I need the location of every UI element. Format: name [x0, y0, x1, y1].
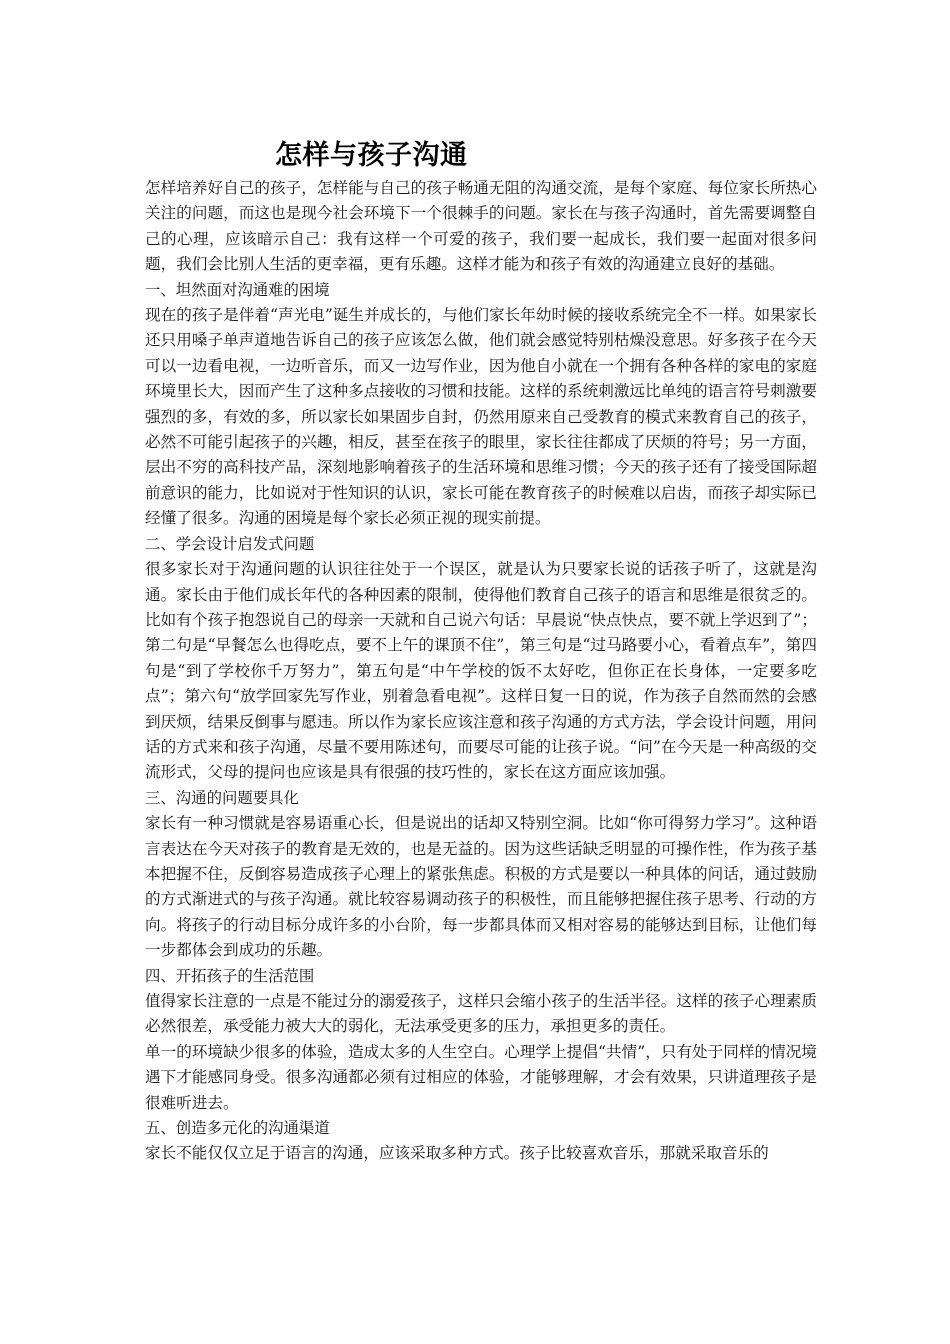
- section-4-paragraph-2: 单一的环境缺少很多的体验，造成太多的人生空白。心理学上提倡“共情”，只有处于同样的情况境遇下才能感同身受。很多沟通都必须有过相应的体验，才能够理解，才会有效果，只讲道理孩子是很难听进去。: [145, 1042, 817, 1112]
- section-heading-5: 五、创造多元化的沟通渠道: [145, 1119, 330, 1138]
- document-body: [145, 176, 817, 1167]
- section-5-paragraph: 家长不能仅仅立足于语言的沟通，应该采取多种方式。孩子比较喜欢音乐，那就采取音乐的: [145, 1144, 769, 1163]
- section-1-paragraph: 现在的孩子是伴着“声光电”诞生并成长的，与他们家长年幼时候的接收系统完全不一样。如果家长还只用嗓子单声道地告诉自己的孩子应该怎么做，他们就会感觉特别枯燥没意思。好多孩子在今天可以一边看电视，一边听音乐，而又一边写作业，因为他自小就在一个拥有各种各样的家电的家庭环境里长大，因而产生了这种多点接收的习惯和技能。这样的系统刺激远比单纯的语言符号刺激要强烈的多，有效的多，所以家长如果固步自封，仍然用原来自己受教育的模式来教育自己的孩子，必然不可能引起孩子的兴趣，相反，甚至在孩子的眼里，家长往往都成了厌烦的符号；另一方面，层出不穷的高科技产品，深刻地影响着孩子的生活环境和思维习惯；今天的孩子还有了接受国际超前意识的能力，比如说对于性知识的认识，家长可能在教育孩子的时候难以启齿，而孩子却实际已经懂了很多。沟通的困境是每个家长必须正视的现实前提。: [145, 306, 817, 528]
- section-4-paragraph-1: 值得家长注意的一点是不能过分的溺爱孩子，这样只会缩小孩子的生活半径。这样的孩子心理素质必然很差，承受能力被大大的弱化，无法承受更多的压力，承担更多的责任。: [145, 992, 817, 1036]
- section-heading-1: 一、坦然面对沟通难的困境: [145, 280, 330, 299]
- section-2-paragraph: 很多家长对于沟通问题的认识往往处于一个误区，就是认为只要家长说的话孩子听了，这就是沟通。家长由于他们成长年代的各种因素的限制，使得他们教育自己孩子的语言和思维是很贫乏的。比如有个孩子抱怨说自己的母亲一天就和自己说六句话：早晨说“快点快点，要不就上学迟到了”；第二句是“早餐怎么也得吃点，要不上午的课顶不住”，第三句是“过马路要小心，看着点车”，第四句是“到了学校你千万努力”，第五句是“中午学校的饭不太好吃，但你正在长身体，一定要多吃点”；第六句“放学回家先写作业，别着急看电视”。这样日复一日的说，作为孩子自然而然的会感到厌烦，结果反倒事与愿违。所以作为家长应该注意和孩子沟通的方式方法，学会设计问题，用问话的方式来和孩子沟通，尽量不要用陈述句，而要尽可能的让孩子说。“问”在今天是一种高级的交流形式，父母的提问也应该是具有很强的技巧性的，家长在这方面应该加强。: [145, 560, 817, 782]
- section-3-paragraph: 家长有一种习惯就是容易语重心长，但是说出的话却又特别空洞。比如“你可得努力学习”。这种语言表达在今天对孩子的教育是无效的，也是无益的。因为这些话缺乏明显的可操作性，作为孩子基本把握不住，反倒容易造成孩子心理上的紧张焦虑。积极的方式是要以一种具体的问话，通过鼓励的方式渐进式的与孩子沟通。就比较容易调动孩子的积极性，而且能够把握住孩子思考、行动的方向。将孩子的行动目标分成许多的小台阶，每一步都具体而又相对容易的能够达到目标，让他们每一步都体会到成功的乐趣。: [145, 814, 817, 960]
- intro-paragraph: 怎样培养好自己的孩子，怎样能与自己的孩子畅通无阻的沟通交流，是每个家庭、每位家长所热心关注的问题，而这也是现今社会环境下一个很棘手的问题。家长在与孩子沟通时，首先需要调整自己的心理，应该暗示自己：我有这样一个可爱的孩子，我们要一起成长，我们要一起面对很多问题，我们会比别人生活的更幸福，更有乐趣。这样才能为和孩子有效的沟通建立良好的基础。: [145, 179, 817, 274]
- document-title: 怎样与孩子沟通: [275, 140, 468, 171]
- section-heading-2: 二、学会设计启发式问题: [145, 534, 315, 553]
- section-heading-4: 四、开拓孩子的生活范围: [145, 966, 315, 985]
- section-heading-3: 三、沟通的问题要具化: [145, 788, 299, 807]
